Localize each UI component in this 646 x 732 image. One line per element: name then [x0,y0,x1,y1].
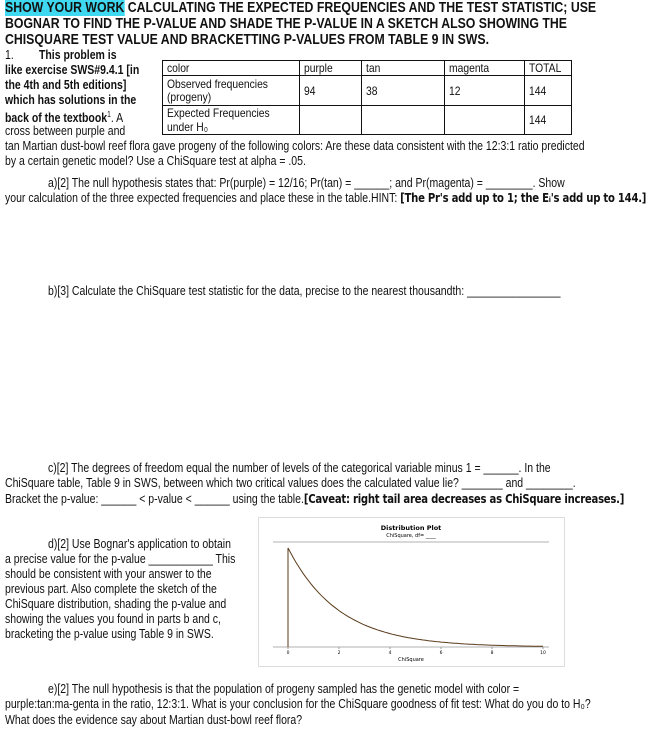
part-e-line: What does the evidence say about Martian dust-bowl reef flora? [5,713,303,727]
x-tick-label: 10 [540,651,546,656]
header-cell: purple [304,61,333,75]
part-d-line: showing the values you found in parts b and c, [5,612,221,626]
intro-line: tan Martian dust-bowl reef flora gave progeny of the following colors: Are these data consistent with the 12:3:1 ratio predicted [5,139,585,153]
problem-number: 1. [5,48,14,62]
intro-text: . A [110,111,124,126]
table-header-row [163,61,572,76]
intro-line: cross between purple and [5,124,126,138]
x-tick-label: 8 [490,651,494,656]
plot-title: Distribution Plot [380,524,442,532]
heading-line-1 [5,0,596,16]
intro-line: by a certain genetic model? Use a ChiSquare test at alpha = .05. [5,154,306,168]
part-d-line: bracketing the p-value using Table 9 in SWS. [5,627,214,641]
part-e-line: purple:tan:ma-genta in the ratio, 12:3:1. What is your conclusion for the ChiSquare goodness of fit test: What do you do to H₀? [5,697,591,711]
heading-line-2: BOGNAR TO FIND THE P-VALUE AND SHADE THE P-VALUE IN A SKETCH ALSO SHOWING THE [5,15,567,32]
part-b-line: b)[3] Calculate the ChiSquare test statistic for the data, precise to the nearest thousandth: ________________ [48,284,561,298]
intro-line [5,48,117,62]
table-cell: 94 [304,83,316,98]
part-c-line: ChiSquare table, Table 9 in SWS, between which two critical values does the calculated value lie? _______ and ________. [5,476,576,490]
part-d-line: a precise value for the p-value ___________ This [5,552,236,566]
header-cell: tan [366,61,381,75]
x-tick-label: 6 [439,651,443,656]
heading-line-3: CHISQUARE TEST VALUE AND BRACKETTING P-VALUES FROM TABLE 9 IN SWS. [5,31,490,48]
header-cell: magenta [449,61,490,75]
table-row [163,106,572,135]
part-c-text: Bracket the p-value: ______ < p-value < ______ using the table. [5,492,304,506]
part-a-line [5,191,646,205]
table-cell: 144 [529,83,547,98]
table-cell: 38 [366,83,378,98]
row-label: Expected Frequencies under H₀ [167,106,270,134]
intro-line: which has solutions in the [5,93,137,107]
x-tick-label: 0 [286,651,290,656]
part-d-line: previous part. Also complete the sketch of the [5,582,217,596]
part-d-line: d)[2] Use Bognar's application to obtain [48,537,231,551]
part-c-line: c)[2] The degrees of freedom equal the number of levels of the categorical variable minus 1 = ______. In the [48,461,551,475]
table-cell: 12 [449,83,461,98]
plot-subtitle: ChiSquare, df= ____ [386,533,436,539]
distribution-plot [258,517,565,667]
part-d-line: should be consistent with your answer to the [5,567,212,581]
intro-line: like exercise SWS#9.4.1 [in [5,63,140,77]
density-curve [288,548,543,646]
header-cell: TOTAL [529,61,562,75]
intro-text: back of the textbook [5,111,108,126]
part-d-line: ChiSquare distribution, shading the p-value and [5,597,227,611]
x-axis-label: ChiSquare [398,657,424,663]
part-a-text: your calculation of the three expected frequencies and place these in the table.HINT: [5,191,401,205]
part-a-line: a)[2] The null hypothesis states that: Pr(purple) = 12/16; Pr(tan) = ______; and Pr(magenta) = ________. Show [48,176,565,190]
table-row [163,76,572,106]
x-tick-label: 2 [337,651,341,656]
footnote-ref: 1 [107,110,111,119]
hint-text: [The Pr's add up to 1; the Eᵢ's add up to 144.] [400,191,646,205]
intro-line [5,108,123,125]
intro-text: This problem is [38,48,117,62]
show-your-work-highlight: SHOW YOUR WORK [5,0,125,16]
intro-line: the 4th and 5th editions] [5,78,127,92]
row-label: Observed frequencies (progeny) [167,76,268,104]
header-cell: color [167,61,190,75]
x-tick-label: 4 [388,651,392,656]
chi-square-plot-svg [259,518,564,666]
part-c-line [5,492,624,506]
caveat-text: [Caveat: right tail area decreases as ChiSquare increases.] [303,492,625,506]
part-e-line: e)[2] The null hypothesis is that the population of progeny sampled has the genetic model with color = [48,682,520,696]
heading-text: CALCULATING THE EXPECTED FREQUENCIES AND THE TEST STATISTIC; USE [124,0,597,16]
table-cell: 144 [529,113,547,127]
frequency-table [162,60,572,135]
